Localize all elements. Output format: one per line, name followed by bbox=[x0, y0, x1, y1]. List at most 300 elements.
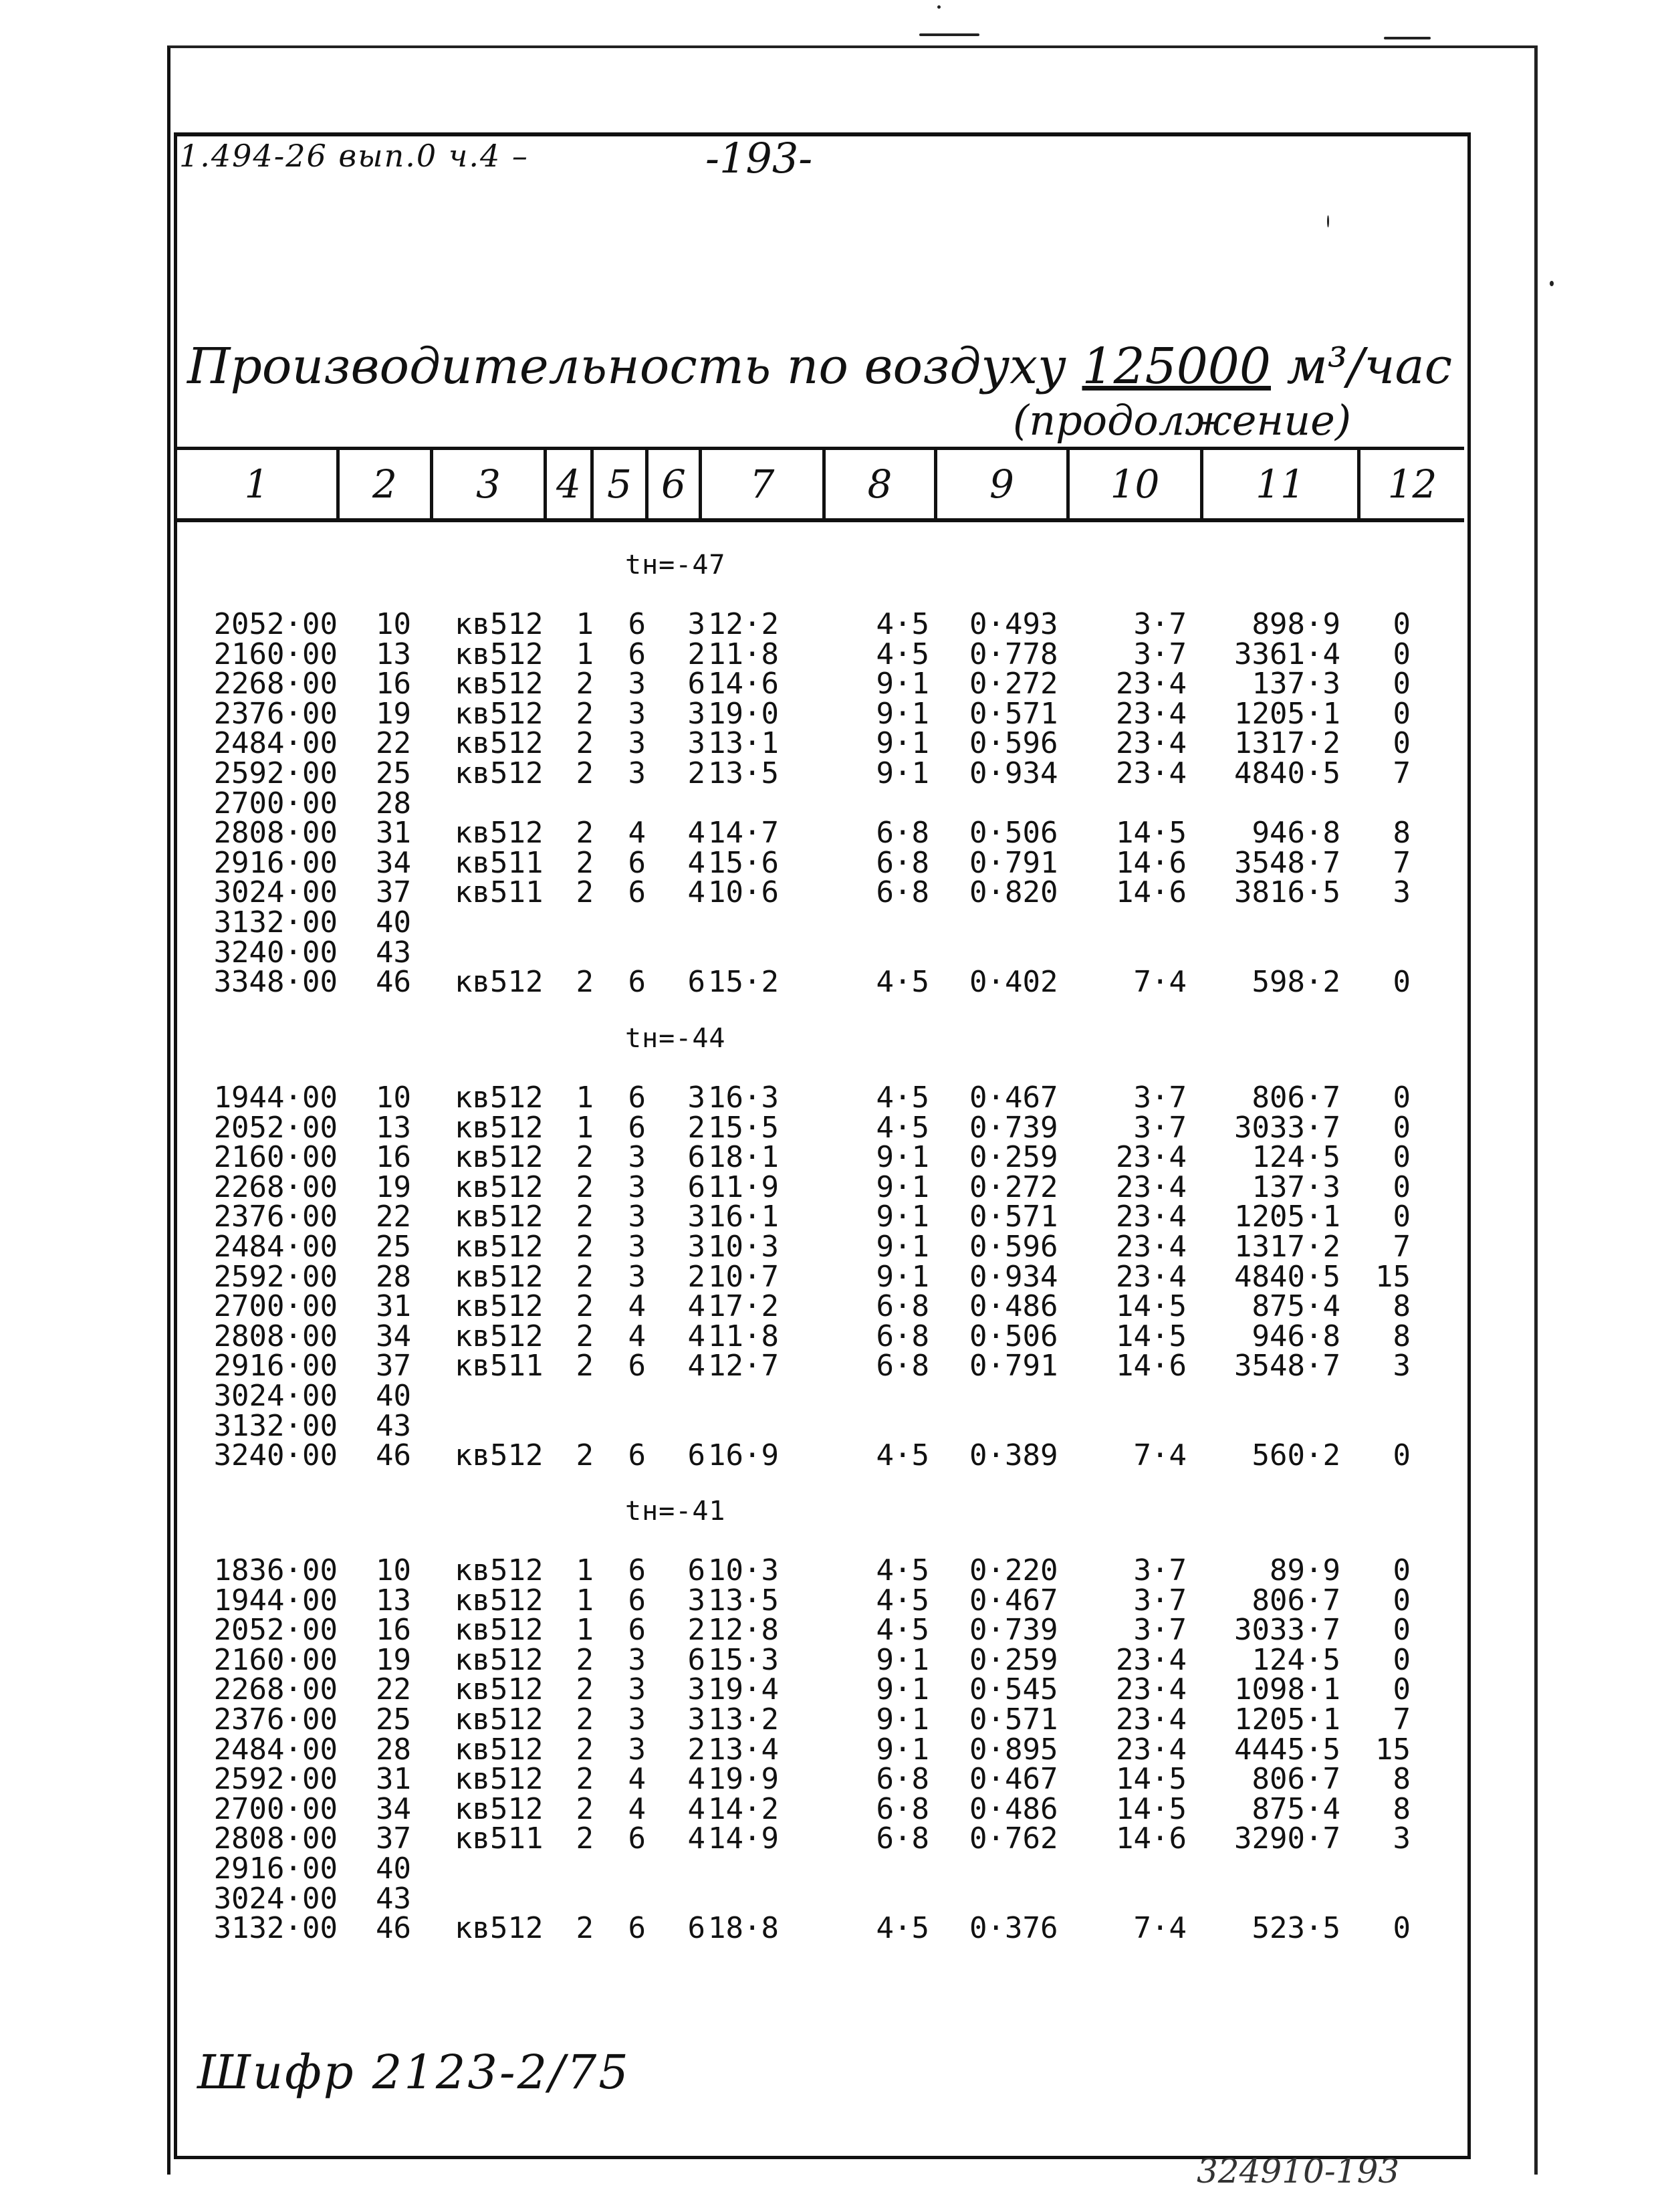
cell-col-6: 3 bbox=[687, 1200, 705, 1234]
cell-col-3: кв512 bbox=[455, 1762, 544, 1797]
cell-col-7: 10·3 bbox=[708, 1553, 779, 1587]
cell-col-5: 3 bbox=[628, 667, 646, 701]
cell-col-1: 2484·00 bbox=[213, 726, 338, 761]
cell-col-9: 0·506 bbox=[969, 816, 1058, 851]
cell-col-12: 15 bbox=[1375, 1732, 1411, 1767]
cell-col-8: 6·8 bbox=[876, 845, 929, 880]
cell-col-3: кв512 bbox=[455, 1319, 544, 1353]
cell-col-11: 946·8 bbox=[1252, 816, 1340, 851]
cell-col-10: 23·4 bbox=[1116, 667, 1187, 701]
cell-col-11: 560·2 bbox=[1252, 1438, 1340, 1473]
cell-col-2: 16 bbox=[376, 667, 411, 701]
cell-col-12: 7 bbox=[1393, 1230, 1411, 1264]
cell-col-6: 3 bbox=[687, 696, 705, 731]
cell-col-11: 523·5 bbox=[1252, 1911, 1340, 1946]
cell-col-10: 23·4 bbox=[1116, 1732, 1187, 1767]
cell-col-7: 11·8 bbox=[708, 637, 779, 671]
cell-col-3: кв512 bbox=[455, 1110, 544, 1145]
cell-col-1: 2376·00 bbox=[213, 1200, 338, 1234]
cell-col-4: 1 bbox=[576, 607, 594, 641]
cell-col-8: 4·5 bbox=[876, 1613, 929, 1648]
cell-col-6: 3 bbox=[687, 1702, 705, 1737]
column-header-10: 10 bbox=[1070, 450, 1203, 518]
cell-col-6: 3 bbox=[687, 726, 705, 761]
cell-col-12: 0 bbox=[1393, 965, 1411, 1000]
cell-col-7: 16·3 bbox=[708, 1081, 779, 1115]
cell-col-11: 1205·1 bbox=[1234, 1200, 1340, 1234]
cell-col-4: 2 bbox=[576, 1259, 594, 1294]
cell-col-5: 6 bbox=[628, 1583, 646, 1618]
cell-col-12: 0 bbox=[1393, 1583, 1411, 1618]
cell-col-4: 1 bbox=[576, 1613, 594, 1648]
cell-col-7: 13·2 bbox=[708, 1702, 779, 1737]
cell-col-6: 2 bbox=[687, 1613, 705, 1648]
cell-col-6: 2 bbox=[687, 1732, 705, 1767]
scan-speck bbox=[937, 5, 941, 9]
cell-col-6: 6 bbox=[687, 1140, 705, 1175]
title-prefix: Производительность по воздуху bbox=[187, 338, 1066, 395]
cell-col-10: 23·4 bbox=[1116, 1200, 1187, 1234]
cell-col-7: 10·3 bbox=[708, 1230, 779, 1264]
cell-col-10: 3·7 bbox=[1133, 637, 1187, 671]
cell-col-1: 2700·00 bbox=[213, 1289, 338, 1324]
cell-col-4: 2 bbox=[576, 1140, 594, 1175]
cell-col-5: 6 bbox=[628, 1438, 646, 1473]
table-row bbox=[0, 1202, 1658, 1232]
cell-col-4: 2 bbox=[576, 1911, 594, 1946]
cell-col-7: 16·9 bbox=[708, 1438, 779, 1473]
cell-col-7: 14·2 bbox=[708, 1791, 779, 1826]
cell-col-11: 598·2 bbox=[1252, 965, 1340, 1000]
cell-col-12: 0 bbox=[1393, 1911, 1411, 1946]
table-row bbox=[0, 845, 1658, 880]
cell-col-8: 9·1 bbox=[876, 1200, 929, 1234]
cell-col-2: 46 bbox=[376, 965, 411, 1000]
cell-col-12: 0 bbox=[1393, 1438, 1411, 1473]
cell-col-9: 0·467 bbox=[969, 1081, 1058, 1115]
cell-col-4: 2 bbox=[576, 756, 594, 790]
cell-col-8: 4·5 bbox=[876, 1911, 929, 1946]
table-row bbox=[0, 1438, 1658, 1473]
cell-col-10: 14·6 bbox=[1116, 875, 1187, 910]
table-row bbox=[0, 935, 1658, 970]
cell-col-11: 806·7 bbox=[1252, 1762, 1340, 1797]
cell-col-3: кв511 bbox=[455, 1821, 544, 1856]
section-label: tн=-47 bbox=[625, 550, 726, 580]
cell-col-1: 2916·00 bbox=[213, 1349, 338, 1384]
page-number: -193- bbox=[705, 134, 813, 183]
table-row bbox=[0, 1140, 1658, 1175]
cell-col-7: 15·5 bbox=[708, 1110, 779, 1145]
cell-col-7: 11·9 bbox=[708, 1170, 779, 1204]
cell-col-5: 6 bbox=[628, 965, 646, 1000]
column-header-8: 8 bbox=[826, 450, 937, 518]
cell-col-1: 2592·00 bbox=[213, 756, 338, 790]
cell-col-6: 2 bbox=[687, 637, 705, 671]
cell-col-4: 2 bbox=[576, 1289, 594, 1324]
cell-col-1: 2376·00 bbox=[213, 696, 338, 731]
cell-col-11: 806·7 bbox=[1252, 1081, 1340, 1115]
cell-col-4: 2 bbox=[576, 845, 594, 880]
table-row bbox=[0, 1170, 1658, 1204]
cell-col-1: 2160·00 bbox=[213, 637, 338, 671]
cell-col-8: 4·5 bbox=[876, 965, 929, 1000]
cell-col-5: 3 bbox=[628, 1702, 646, 1737]
cell-col-3: кв512 bbox=[455, 1289, 544, 1324]
cell-col-11: 806·7 bbox=[1252, 1583, 1340, 1618]
cell-col-6: 4 bbox=[687, 816, 705, 851]
cell-col-10: 23·4 bbox=[1116, 726, 1187, 761]
cell-col-2: 22 bbox=[376, 1200, 411, 1234]
table-row bbox=[0, 1083, 1658, 1113]
cell-col-5: 6 bbox=[628, 1613, 646, 1648]
cell-col-2: 43 bbox=[376, 1881, 411, 1916]
cell-col-5: 6 bbox=[628, 637, 646, 671]
cell-col-12: 3 bbox=[1393, 875, 1411, 910]
cell-col-10: 14·5 bbox=[1116, 1791, 1187, 1826]
cell-col-2: 40 bbox=[376, 905, 411, 939]
cell-col-1: 3240·00 bbox=[213, 935, 338, 970]
cell-col-2: 34 bbox=[376, 1319, 411, 1353]
cell-col-6: 2 bbox=[687, 1110, 705, 1145]
cell-col-12: 0 bbox=[1393, 1110, 1411, 1145]
cell-col-4: 2 bbox=[576, 1821, 594, 1856]
column-header-9: 9 bbox=[937, 450, 1070, 518]
cell-col-8: 4·5 bbox=[876, 607, 929, 641]
cell-col-11: 875·4 bbox=[1252, 1791, 1340, 1826]
cell-col-9: 0·895 bbox=[969, 1732, 1058, 1767]
cell-col-8: 6·8 bbox=[876, 1821, 929, 1856]
cell-col-9: 0·934 bbox=[969, 756, 1058, 790]
cell-col-4: 2 bbox=[576, 1762, 594, 1797]
cell-col-10: 14·5 bbox=[1116, 1319, 1187, 1353]
cell-col-7: 18·1 bbox=[708, 1140, 779, 1175]
table-row bbox=[0, 1613, 1658, 1648]
cell-col-6: 6 bbox=[687, 1642, 705, 1677]
cell-col-2: 31 bbox=[376, 1289, 411, 1324]
cell-col-4: 2 bbox=[576, 965, 594, 1000]
cell-col-7: 16·1 bbox=[708, 1200, 779, 1234]
table-row bbox=[0, 1259, 1658, 1294]
cell-col-1: 2592·00 bbox=[213, 1259, 338, 1294]
cell-col-2: 10 bbox=[376, 1553, 411, 1587]
cell-col-8: 9·1 bbox=[876, 1170, 929, 1204]
table-row bbox=[0, 607, 1658, 641]
cell-col-8: 4·5 bbox=[876, 1110, 929, 1145]
cell-col-5: 4 bbox=[628, 816, 646, 851]
cell-col-5: 6 bbox=[628, 1911, 646, 1946]
cell-col-10: 14·5 bbox=[1116, 1762, 1187, 1797]
cell-col-11: 1205·1 bbox=[1234, 696, 1340, 731]
cell-col-3: кв512 bbox=[455, 1259, 544, 1294]
cell-col-12: 0 bbox=[1393, 1200, 1411, 1234]
title-continuation: (продолжение) bbox=[1013, 396, 1352, 445]
cell-col-4: 1 bbox=[576, 1081, 594, 1115]
cell-col-1: 2052·00 bbox=[213, 607, 338, 641]
cipher-label: Шифр 2123-2/75 bbox=[197, 2045, 630, 2100]
cell-col-6: 4 bbox=[687, 1349, 705, 1384]
cell-col-1: 2592·00 bbox=[213, 1762, 338, 1797]
cell-col-7: 13·1 bbox=[708, 726, 779, 761]
cell-col-6: 4 bbox=[687, 1289, 705, 1324]
cell-col-11: 4840·5 bbox=[1234, 756, 1340, 790]
table-row bbox=[0, 1381, 1658, 1411]
cell-col-7: 15·6 bbox=[708, 845, 779, 880]
cell-col-1: 2052·00 bbox=[213, 1110, 338, 1145]
cell-col-6: 4 bbox=[687, 875, 705, 910]
cell-col-5: 3 bbox=[628, 1200, 646, 1234]
cell-col-11: 946·8 bbox=[1252, 1319, 1340, 1353]
cell-col-6: 4 bbox=[687, 1319, 705, 1353]
title-quantity: 125000 bbox=[1082, 338, 1271, 395]
cell-col-3: кв512 bbox=[455, 1438, 544, 1473]
column-header-7: 7 bbox=[702, 450, 826, 518]
column-header-row bbox=[177, 447, 1464, 522]
table-row bbox=[0, 1553, 1658, 1587]
cell-col-2: 40 bbox=[376, 1379, 411, 1413]
cell-col-11: 89·9 bbox=[1270, 1553, 1340, 1587]
table-row bbox=[0, 1911, 1658, 1946]
cell-col-12: 0 bbox=[1393, 1642, 1411, 1677]
table-row bbox=[0, 1232, 1658, 1262]
cell-col-1: 1836·00 bbox=[213, 1553, 338, 1587]
cell-col-4: 2 bbox=[576, 726, 594, 761]
cell-col-12: 3 bbox=[1393, 1821, 1411, 1856]
cell-col-5: 3 bbox=[628, 726, 646, 761]
cell-col-6: 4 bbox=[687, 1791, 705, 1826]
cell-col-9: 0·820 bbox=[969, 875, 1058, 910]
cell-col-4: 2 bbox=[576, 1230, 594, 1264]
cell-col-11: 3033·7 bbox=[1234, 1613, 1340, 1648]
cell-col-11: 1317·2 bbox=[1234, 726, 1340, 761]
cell-col-3: кв511 bbox=[455, 1349, 544, 1384]
cell-col-1: 3024·00 bbox=[213, 1379, 338, 1413]
cell-col-10: 14·5 bbox=[1116, 816, 1187, 851]
cell-col-2: 19 bbox=[376, 696, 411, 731]
cell-col-9: 0·506 bbox=[969, 1319, 1058, 1353]
cell-col-10: 3·7 bbox=[1133, 1081, 1187, 1115]
cell-col-10: 7·4 bbox=[1133, 965, 1187, 1000]
cell-col-12: 3 bbox=[1393, 1349, 1411, 1384]
cell-col-5: 3 bbox=[628, 1672, 646, 1707]
cell-col-2: 22 bbox=[376, 1672, 411, 1707]
cell-col-2: 19 bbox=[376, 1170, 411, 1204]
cell-col-2: 10 bbox=[376, 607, 411, 641]
table-row bbox=[0, 1110, 1658, 1145]
cell-col-4: 2 bbox=[576, 1200, 594, 1234]
cell-col-9: 0·272 bbox=[969, 667, 1058, 701]
cell-col-11: 898·9 bbox=[1252, 607, 1340, 641]
cell-col-3: кв512 bbox=[455, 1230, 544, 1264]
cell-col-10: 23·4 bbox=[1116, 1140, 1187, 1175]
cell-col-12: 0 bbox=[1393, 1170, 1411, 1204]
cell-col-4: 2 bbox=[576, 1732, 594, 1767]
cell-col-2: 28 bbox=[376, 786, 411, 820]
column-header-2: 2 bbox=[340, 450, 433, 518]
cell-col-9: 0·571 bbox=[969, 1702, 1058, 1737]
cell-col-6: 3 bbox=[687, 607, 705, 641]
cell-col-5: 3 bbox=[628, 1732, 646, 1767]
cell-col-9: 0·486 bbox=[969, 1289, 1058, 1324]
cell-col-1: 3240·00 bbox=[213, 1438, 338, 1473]
cell-col-12: 0 bbox=[1393, 726, 1411, 761]
cell-col-9: 0·389 bbox=[969, 1438, 1058, 1473]
cell-col-9: 0·596 bbox=[969, 1230, 1058, 1264]
cell-col-9: 0·467 bbox=[969, 1762, 1058, 1797]
cell-col-10: 3·7 bbox=[1133, 1613, 1187, 1648]
cell-col-8: 4·5 bbox=[876, 1553, 929, 1587]
cell-col-12: 7 bbox=[1393, 1702, 1411, 1737]
cell-col-1: 3132·00 bbox=[213, 1408, 338, 1443]
cell-col-3: кв512 bbox=[455, 1672, 544, 1707]
cell-col-5: 6 bbox=[628, 607, 646, 641]
cell-col-7: 13·5 bbox=[708, 756, 779, 790]
cell-col-2: 34 bbox=[376, 1791, 411, 1826]
cell-col-8: 9·1 bbox=[876, 726, 929, 761]
table-row bbox=[0, 726, 1658, 761]
cell-col-8: 9·1 bbox=[876, 1230, 929, 1264]
cell-col-6: 3 bbox=[687, 1672, 705, 1707]
cell-col-1: 2268·00 bbox=[213, 1672, 338, 1707]
cell-col-5: 4 bbox=[628, 1289, 646, 1324]
cell-col-10: 7·4 bbox=[1133, 1911, 1187, 1946]
cell-col-1: 2808·00 bbox=[213, 1821, 338, 1856]
table-row bbox=[0, 1642, 1658, 1677]
cell-col-9: 0·272 bbox=[969, 1170, 1058, 1204]
cell-col-2: 28 bbox=[376, 1732, 411, 1767]
table-row bbox=[0, 637, 1658, 671]
cell-col-7: 13·5 bbox=[708, 1583, 779, 1618]
table-row bbox=[0, 696, 1658, 731]
cell-col-9: 0·934 bbox=[969, 1259, 1058, 1294]
cell-col-2: 10 bbox=[376, 1081, 411, 1115]
cell-col-2: 37 bbox=[376, 875, 411, 910]
cell-col-5: 6 bbox=[628, 1821, 646, 1856]
cell-col-4: 2 bbox=[576, 696, 594, 731]
cell-col-10: 23·4 bbox=[1116, 696, 1187, 731]
cell-col-2: 31 bbox=[376, 816, 411, 851]
cell-col-7: 12·8 bbox=[708, 1613, 779, 1648]
cell-col-12: 8 bbox=[1393, 1791, 1411, 1826]
cell-col-10: 3·7 bbox=[1133, 607, 1187, 641]
cell-col-7: 14·7 bbox=[708, 816, 779, 851]
cell-col-1: 2808·00 bbox=[213, 1319, 338, 1353]
section-label: tн=-41 bbox=[625, 1496, 726, 1527]
cell-col-12: 0 bbox=[1393, 637, 1411, 671]
cell-col-10: 23·4 bbox=[1116, 756, 1187, 790]
cell-col-3: кв512 bbox=[455, 1553, 544, 1587]
cell-col-1: 2376·00 bbox=[213, 1702, 338, 1737]
cell-col-7: 18·8 bbox=[708, 1911, 779, 1946]
cell-col-10: 3·7 bbox=[1133, 1553, 1187, 1587]
table-row bbox=[0, 756, 1658, 790]
table-row bbox=[0, 1702, 1658, 1737]
cell-col-6: 4 bbox=[687, 1821, 705, 1856]
cell-col-12: 15 bbox=[1375, 1259, 1411, 1294]
cell-col-6: 2 bbox=[687, 1259, 705, 1294]
cell-col-7: 12·7 bbox=[708, 1349, 779, 1384]
cell-col-11: 3548·7 bbox=[1234, 1349, 1340, 1384]
cell-col-9: 0·596 bbox=[969, 726, 1058, 761]
cell-col-9: 0·259 bbox=[969, 1642, 1058, 1677]
table-row bbox=[0, 1762, 1658, 1797]
cell-col-6: 6 bbox=[687, 1553, 705, 1587]
cell-col-6: 3 bbox=[687, 1230, 705, 1264]
cell-col-9: 0·571 bbox=[969, 696, 1058, 731]
cell-col-9: 0·791 bbox=[969, 1349, 1058, 1384]
cell-col-12: 7 bbox=[1393, 845, 1411, 880]
cell-col-6: 3 bbox=[687, 1583, 705, 1618]
cell-col-10: 23·4 bbox=[1116, 1170, 1187, 1204]
table-row bbox=[0, 1349, 1658, 1384]
cell-col-8: 9·1 bbox=[876, 1642, 929, 1677]
cell-col-10: 3·7 bbox=[1133, 1583, 1187, 1618]
cell-col-3: кв512 bbox=[455, 637, 544, 671]
cell-col-11: 124·5 bbox=[1252, 1140, 1340, 1175]
cell-col-9: 0·486 bbox=[969, 1791, 1058, 1826]
cell-col-11: 1205·1 bbox=[1234, 1702, 1340, 1737]
cell-col-2: 37 bbox=[376, 1821, 411, 1856]
cell-col-10: 7·4 bbox=[1133, 1438, 1187, 1473]
cell-col-2: 13 bbox=[376, 1110, 411, 1145]
cell-col-6: 2 bbox=[687, 756, 705, 790]
cell-col-6: 4 bbox=[687, 1762, 705, 1797]
section-label: tн=-44 bbox=[625, 1023, 726, 1054]
cell-col-10: 23·4 bbox=[1116, 1642, 1187, 1677]
cell-col-7: 19·4 bbox=[708, 1672, 779, 1707]
cell-col-2: 13 bbox=[376, 637, 411, 671]
cell-col-10: 14·6 bbox=[1116, 1821, 1187, 1856]
cell-col-11: 3361·4 bbox=[1234, 637, 1340, 671]
cell-col-9: 0·571 bbox=[969, 1200, 1058, 1234]
cell-col-3: кв512 bbox=[455, 667, 544, 701]
cell-col-3: кв512 bbox=[455, 726, 544, 761]
cell-col-4: 2 bbox=[576, 875, 594, 910]
cell-col-8: 6·8 bbox=[876, 816, 929, 851]
cell-col-3: кв512 bbox=[455, 1911, 544, 1946]
cell-col-2: 25 bbox=[376, 756, 411, 790]
cell-col-5: 3 bbox=[628, 1642, 646, 1677]
table-row bbox=[0, 786, 1658, 820]
cell-col-1: 3024·00 bbox=[213, 1881, 338, 1916]
cell-col-4: 2 bbox=[576, 1438, 594, 1473]
cell-col-9: 0·762 bbox=[969, 1821, 1058, 1856]
cell-col-8: 9·1 bbox=[876, 1702, 929, 1737]
cell-col-2: 37 bbox=[376, 1349, 411, 1384]
cell-col-4: 1 bbox=[576, 637, 594, 671]
cell-col-11: 3548·7 bbox=[1234, 845, 1340, 880]
table-row bbox=[0, 905, 1658, 939]
cell-col-11: 875·4 bbox=[1252, 1289, 1340, 1324]
cell-col-1: 2916·00 bbox=[213, 845, 338, 880]
scan-streak bbox=[1384, 37, 1431, 39]
cell-col-4: 2 bbox=[576, 667, 594, 701]
cell-col-1: 2268·00 bbox=[213, 1170, 338, 1204]
cell-col-11: 137·3 bbox=[1252, 667, 1340, 701]
cell-col-12: 8 bbox=[1393, 1319, 1411, 1353]
table-row bbox=[0, 1583, 1658, 1618]
cell-col-3: кв512 bbox=[455, 1200, 544, 1234]
cell-col-3: кв512 bbox=[455, 1081, 544, 1115]
cell-col-7: 13·4 bbox=[708, 1732, 779, 1767]
table-row bbox=[0, 1672, 1658, 1707]
cell-col-9: 0·467 bbox=[969, 1583, 1058, 1618]
table-row bbox=[0, 1881, 1658, 1916]
cell-col-1: 2484·00 bbox=[213, 1230, 338, 1264]
cell-col-7: 19·0 bbox=[708, 696, 779, 731]
cell-col-2: 34 bbox=[376, 845, 411, 880]
cell-col-4: 2 bbox=[576, 816, 594, 851]
